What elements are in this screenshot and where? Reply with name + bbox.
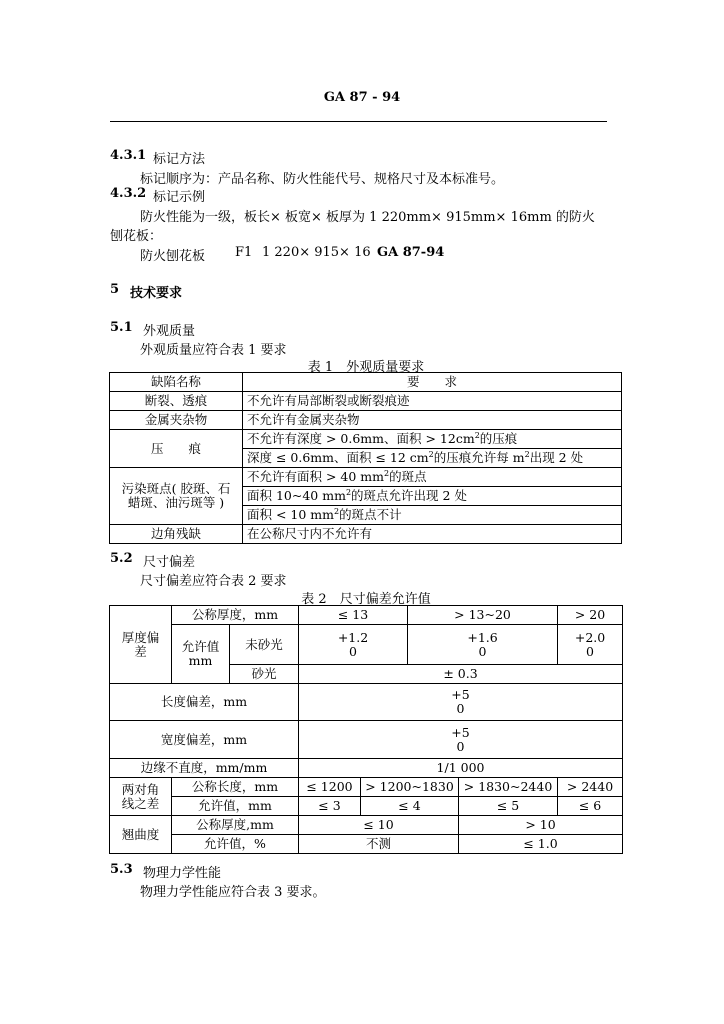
superscript: 2 [334,506,340,516]
table-2-cell [110,606,172,684]
table-1-cell: 边角残缺 [110,525,243,544]
table-2-cell: ≤ 4 [361,797,459,816]
table-2-cell [299,721,623,759]
text: 允许值 [181,639,220,654]
table-1-cell [243,487,622,506]
text: 的压痕允许每 m [433,450,525,465]
table-2-cell: > 10 [459,816,623,835]
text: 的斑点不计 [339,507,402,522]
section-5-number: 5 [110,282,120,297]
superscript: 2 [428,449,434,459]
table-2-cell: ≤ 10 [299,816,459,835]
superscript: 2 [474,430,480,440]
table-2-cell: > 20 [558,606,623,625]
table-1-cell: 不允许有金属夹杂物 [243,411,622,430]
text: 出现 2 处 [529,450,584,465]
text: 深度 ≤ 0.6mm、面积 ≤ 12 cm [247,450,429,465]
table-2-cell: 1/1 000 [299,759,623,778]
text: 0 [349,643,357,659]
table-2-cell: 不测 [299,835,459,854]
section-5-1-body: 外观质量应符合表 1 要求 [140,343,287,358]
section-4-3-2-number: 4.3.2 [110,186,147,201]
table-1-cell: 不允许有局部断裂或断裂痕迹 [243,392,622,411]
table-1-cell [243,468,622,487]
table-2-cell: 公称厚度，mm [172,606,299,625]
example-dims: 1 220× 915× 16 [262,245,371,260]
table-1-cell [243,449,622,468]
section-5-3-body: 物理力学性能应符合表 3 要求。 [140,885,326,900]
text: 的斑点 [389,469,427,484]
section-5-1-title: 外观质量 [143,324,196,339]
text: mm [188,653,213,668]
table-2-cell: 长度偏差，mm [110,684,299,721]
text: 线之差 [121,795,160,811]
example-standard: GA 87-94 [377,245,445,260]
table-2-cell [299,684,623,721]
table-1-caption: 表 1 外观质量要求 [307,360,425,375]
section-4-3-1-number: 4.3.1 [110,148,147,163]
section-5-1-number: 5.1 [110,320,133,335]
section-5-title: 技术要求 [130,286,183,301]
table-2-cell: 公称长度，mm [172,778,299,797]
table-2 [109,605,623,854]
table-2-cell: 翘曲度 [110,816,172,854]
table-2-cell: ≤ 5 [459,797,558,816]
example-name: 防火刨花板 [140,249,206,264]
text: 面积 < 10 mm [247,507,335,522]
table-2-cell: > 2440 [558,778,623,797]
table-2-cell: > 1200~1830 [361,778,459,797]
table-2-cell: 公称厚度,mm [172,816,299,835]
table-2-cell: ≤ 1200 [299,778,361,797]
section-4-3-2-body-line2: 刨花板： [110,229,163,244]
header-rule [110,121,607,122]
text: 污染斑点( 胶斑、石 [121,481,231,496]
table-1-cell: 断裂、透痕 [110,392,243,411]
table-2-cell: 未砂光 [230,625,299,665]
section-5-2-number: 5.2 [110,551,133,566]
text: 不允许有深度 > 0.6mm、面积 > 12cm [247,431,475,446]
text: 蜡斑、油污斑等 ) [127,495,225,510]
text: 0 [456,738,465,754]
table-2-cell: > 13~20 [408,606,558,625]
text: 的压痕 [479,431,518,446]
table-1-cell: 金属夹杂物 [110,411,243,430]
table-2-cell: ≤ 1.0 [459,835,623,854]
text: +5 [451,687,470,702]
section-4-3-1-title: 标记方法 [153,152,206,167]
table-2-cell: ≤ 6 [558,797,623,816]
text: 差 [134,643,147,659]
table-2-cell [558,625,623,665]
table-2-cell: ≤ 3 [299,797,361,816]
section-5-2-title: 尺寸偏差 [143,555,196,570]
table-2-cell: ≤ 13 [299,606,408,625]
table-2-cell: 允许值，% [172,835,299,854]
table-2-cell [172,625,230,684]
table-1-cell [110,468,243,525]
table-2-cell: 砂光 [230,665,299,684]
page-header: GA 87 - 94 [323,90,401,105]
text: 不允许有面积 > 40 mm [247,469,385,484]
section-4-3-2-title: 标记示例 [153,190,206,205]
section-5-3-title: 物理力学性能 [143,866,222,881]
text: 0 [478,643,487,659]
text: 0 [586,643,594,659]
table-1-cell [243,506,622,525]
table-1-cell: 在公称尺寸内不允许有 [243,525,622,544]
table-2-cell: 边缘不直度，mm/mm [110,759,299,778]
table-2-cell [408,625,558,665]
table-2-caption: 表 2 尺寸偏差允许值 [301,592,431,607]
table-2-cell: 宽度偏差，mm [110,721,299,759]
table-2-cell: ± 0.3 [299,665,623,684]
table-1-header-name: 缺陷名称 [110,373,243,392]
text: 厚度偏 [121,629,160,645]
text: +1.2 [337,629,369,645]
table-1-cell [243,430,622,449]
table-2-cell [110,778,172,816]
table-1-header-requirement: 要 求 [243,373,622,392]
superscript: 2 [345,487,352,497]
example-code: F1 [235,245,253,260]
table-2-cell: > 1830~2440 [459,778,558,797]
section-5-2-body: 尺寸偏差应符合表 2 要求 [140,574,287,589]
table-2-cell: 允许值，mm [172,797,299,816]
superscript: 2 [524,449,530,459]
text: 两对角 [121,781,160,797]
table-1-cell: 压 痕 [110,430,243,468]
text: +1.6 [467,629,498,645]
section-4-3-2-body-line1: 防火性能为一级，板长× 板宽× 板厚为 1 220mm× 915mm× 16mm 的防火 [140,210,595,225]
text: +2.0 [574,629,606,645]
section-5-3-number: 5.3 [110,862,133,877]
table-2-cell [299,625,408,665]
text: +5 [451,724,470,740]
table-1 [109,372,622,544]
text: 面积 10~40 mm [247,488,346,503]
text: 0 [456,701,465,716]
superscript: 2 [384,468,390,478]
text: 的斑点允许出现 2 处 [351,488,467,503]
section-4-3-1-body: 标记顺序为：产品名称、防火性能代号、规格尺寸及本标准号。 [140,172,505,187]
